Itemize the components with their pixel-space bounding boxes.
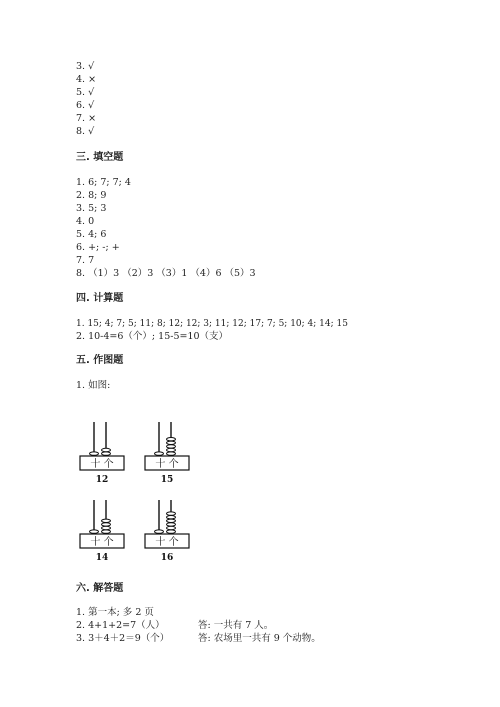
calculation-item-1: 1. 15; 4; 7; 5; 11; 8; 12; 12; 3; 11; 12; 17; 7; 5; 10; 4; 14; 15 [76, 319, 348, 329]
abacus-16 [143, 496, 193, 568]
abacus-14 [78, 496, 128, 568]
section-title-fill-blank: 三. 填空题 [76, 152, 124, 163]
fill-blank-item-2: 2. 8; 9 [76, 190, 107, 201]
abacus-bead-tens [90, 452, 99, 455]
abacus-number-label: 15 [160, 475, 174, 485]
judgement-item-4: 4. × [76, 74, 97, 85]
fill-blank-item-4: 4. 0 [76, 216, 95, 227]
abacus-15 [143, 418, 193, 490]
abacus-bead-ones [167, 452, 176, 455]
abacus-bead-ones [167, 512, 176, 515]
judgement-item-7: 7. × [76, 113, 97, 124]
abacus-bead-ones [102, 519, 111, 522]
abacus-bead-ones [102, 452, 111, 455]
section-title-answers: 六. 解答题 [76, 583, 124, 594]
fill-blank-item-5: 5. 4; 6 [76, 229, 107, 240]
judgement-item-6: 6. √ [76, 100, 95, 111]
abacus-bead-ones [102, 526, 111, 529]
fill-blank-item-3: 3. 5; 3 [76, 203, 107, 214]
fill-blank-item-1: 1. 6; 7; 7; 4 [76, 177, 131, 188]
calculation-item-2: 2. 10-4=6（个）; 15-5=10（支） [76, 331, 229, 342]
answer-item-2: 2. 4+1+2=7（人） [76, 620, 165, 631]
abacus-bead-ones [167, 530, 176, 533]
abacus-bead-ones [167, 516, 176, 519]
judgement-item-5: 5. √ [76, 87, 95, 98]
abacus-bead-ones [167, 519, 176, 522]
abacus-bead-ones [102, 523, 111, 526]
answer-item-1: 1. 第一本; 多 2 页 [76, 607, 154, 618]
abacus-number-label: 14 [95, 553, 109, 563]
abacus-number-label: 16 [160, 553, 174, 563]
abacus-number-label: 12 [95, 475, 109, 485]
abacus-bead-tens [155, 530, 164, 533]
abacus-bead-ones [102, 448, 111, 451]
drawing-intro: 1. 如图: [76, 380, 111, 391]
judgement-item-3: 3. √ [76, 61, 95, 72]
answer-item-3: 3. 3＋4＋2＝9（个） [76, 633, 170, 644]
fill-blank-item-8: 8. （1）3 （2）3 （3）1 （4）6 （5）3 [76, 268, 256, 279]
abacus-place-labels: 十 个 [155, 537, 179, 548]
fill-blank-item-7: 7. 7 [76, 255, 95, 266]
abacus-place-labels: 十 个 [90, 459, 114, 470]
abacus-bead-tens [90, 530, 99, 533]
section-title-drawing: 五. 作图题 [76, 355, 124, 366]
abacus-bead-ones [167, 438, 176, 441]
abacus-bead-ones [102, 530, 111, 533]
abacus-bead-ones [167, 448, 176, 451]
fill-blank-item-6: 6. +; -; + [76, 242, 120, 253]
abacus-bead-ones [167, 523, 176, 526]
abacus-place-labels: 十 个 [90, 537, 114, 548]
abacus-bead-ones [167, 526, 176, 529]
abacus-bead-ones [167, 445, 176, 448]
answer-item-2-result: 答: 一共有 7 人。 [198, 620, 274, 631]
judgement-item-8: 8. √ [76, 126, 95, 137]
abacus-12 [78, 418, 128, 490]
abacus-bead-tens [155, 452, 164, 455]
answer-item-3-result: 答: 农场里一共有 9 个动物。 [198, 633, 321, 644]
section-title-calculation: 四. 计算题 [76, 293, 124, 304]
abacus-place-labels: 十 个 [155, 459, 179, 470]
abacus-bead-ones [167, 441, 176, 444]
